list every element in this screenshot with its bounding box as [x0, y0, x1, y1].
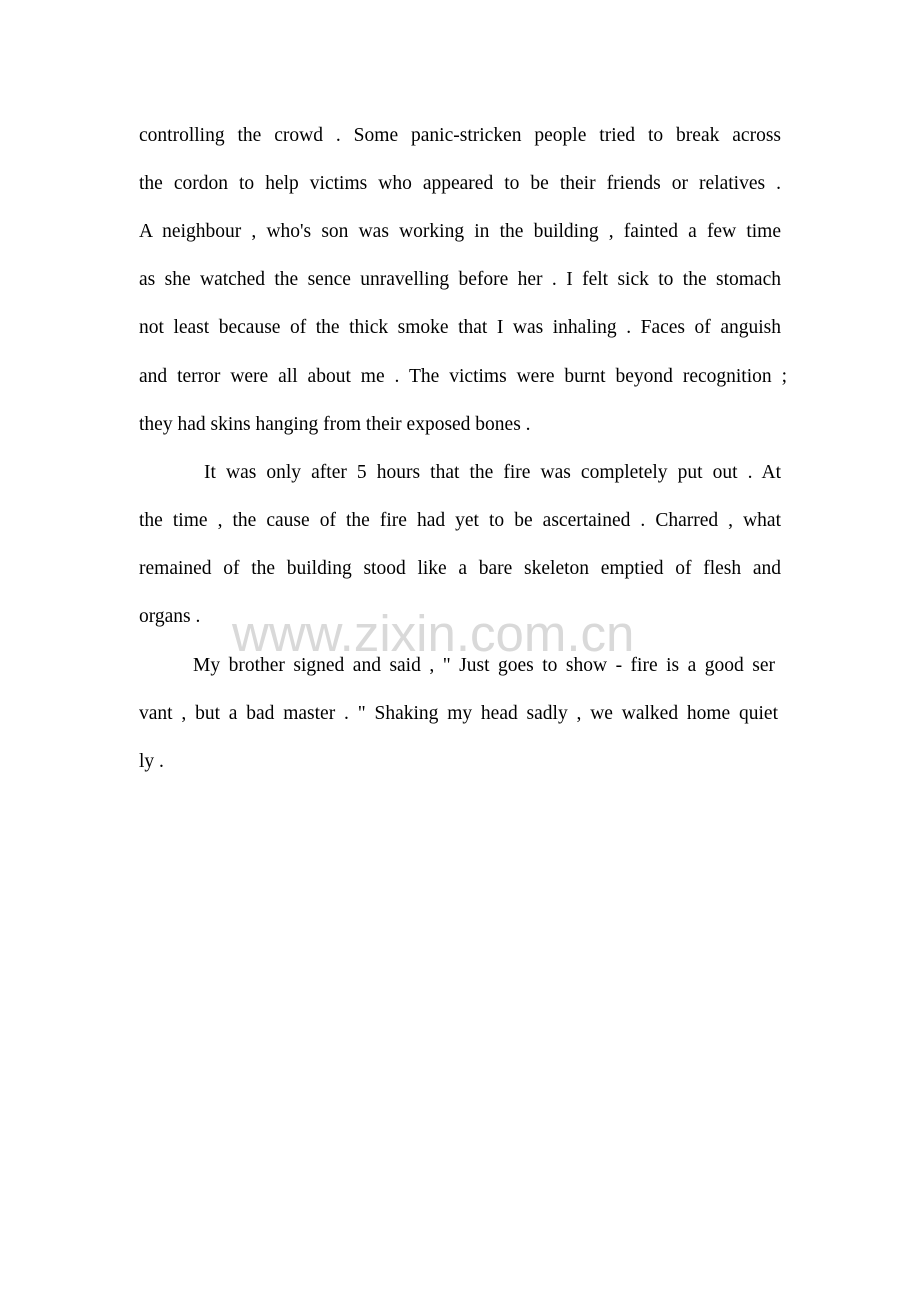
text-line: controlling the crowd . Some panic-stricken people tried to break across: [139, 125, 781, 146]
text-line: and terror were all about me . The victims were burnt beyond recognition ;: [139, 366, 787, 387]
text-line: vant , but a bad master . " Shaking my head sadly , we walked home quiet: [139, 703, 778, 724]
text-line: ly .: [139, 751, 164, 772]
text-line: My brother signed and said , " Just goes to show - fire is a good ser: [193, 655, 775, 676]
text-line: A neighbour , who's son was working in the building , fainted a few time: [139, 221, 781, 242]
text-line: not least because of the thick smoke that I was inhaling . Faces of anguish: [139, 317, 781, 338]
text-line: organs .: [139, 606, 201, 627]
watermark: www.zixin.com.cn: [232, 605, 635, 662]
text-line: It was only after 5 hours that the fire was completely put out . At: [204, 462, 781, 483]
text-line: the time , the cause of the fire had yet to be ascertained . Charred , what: [139, 510, 781, 531]
text-line: as she watched the sence unravelling before her . I felt sick to the stomach: [139, 269, 781, 290]
text-line: remained of the building stood like a bare skeleton emptied of flesh and: [139, 558, 781, 579]
text-line: the cordon to help victims who appeared to be their friends or relatives .: [139, 173, 781, 194]
text-line: they had skins hanging from their exposed bones .: [139, 414, 531, 435]
